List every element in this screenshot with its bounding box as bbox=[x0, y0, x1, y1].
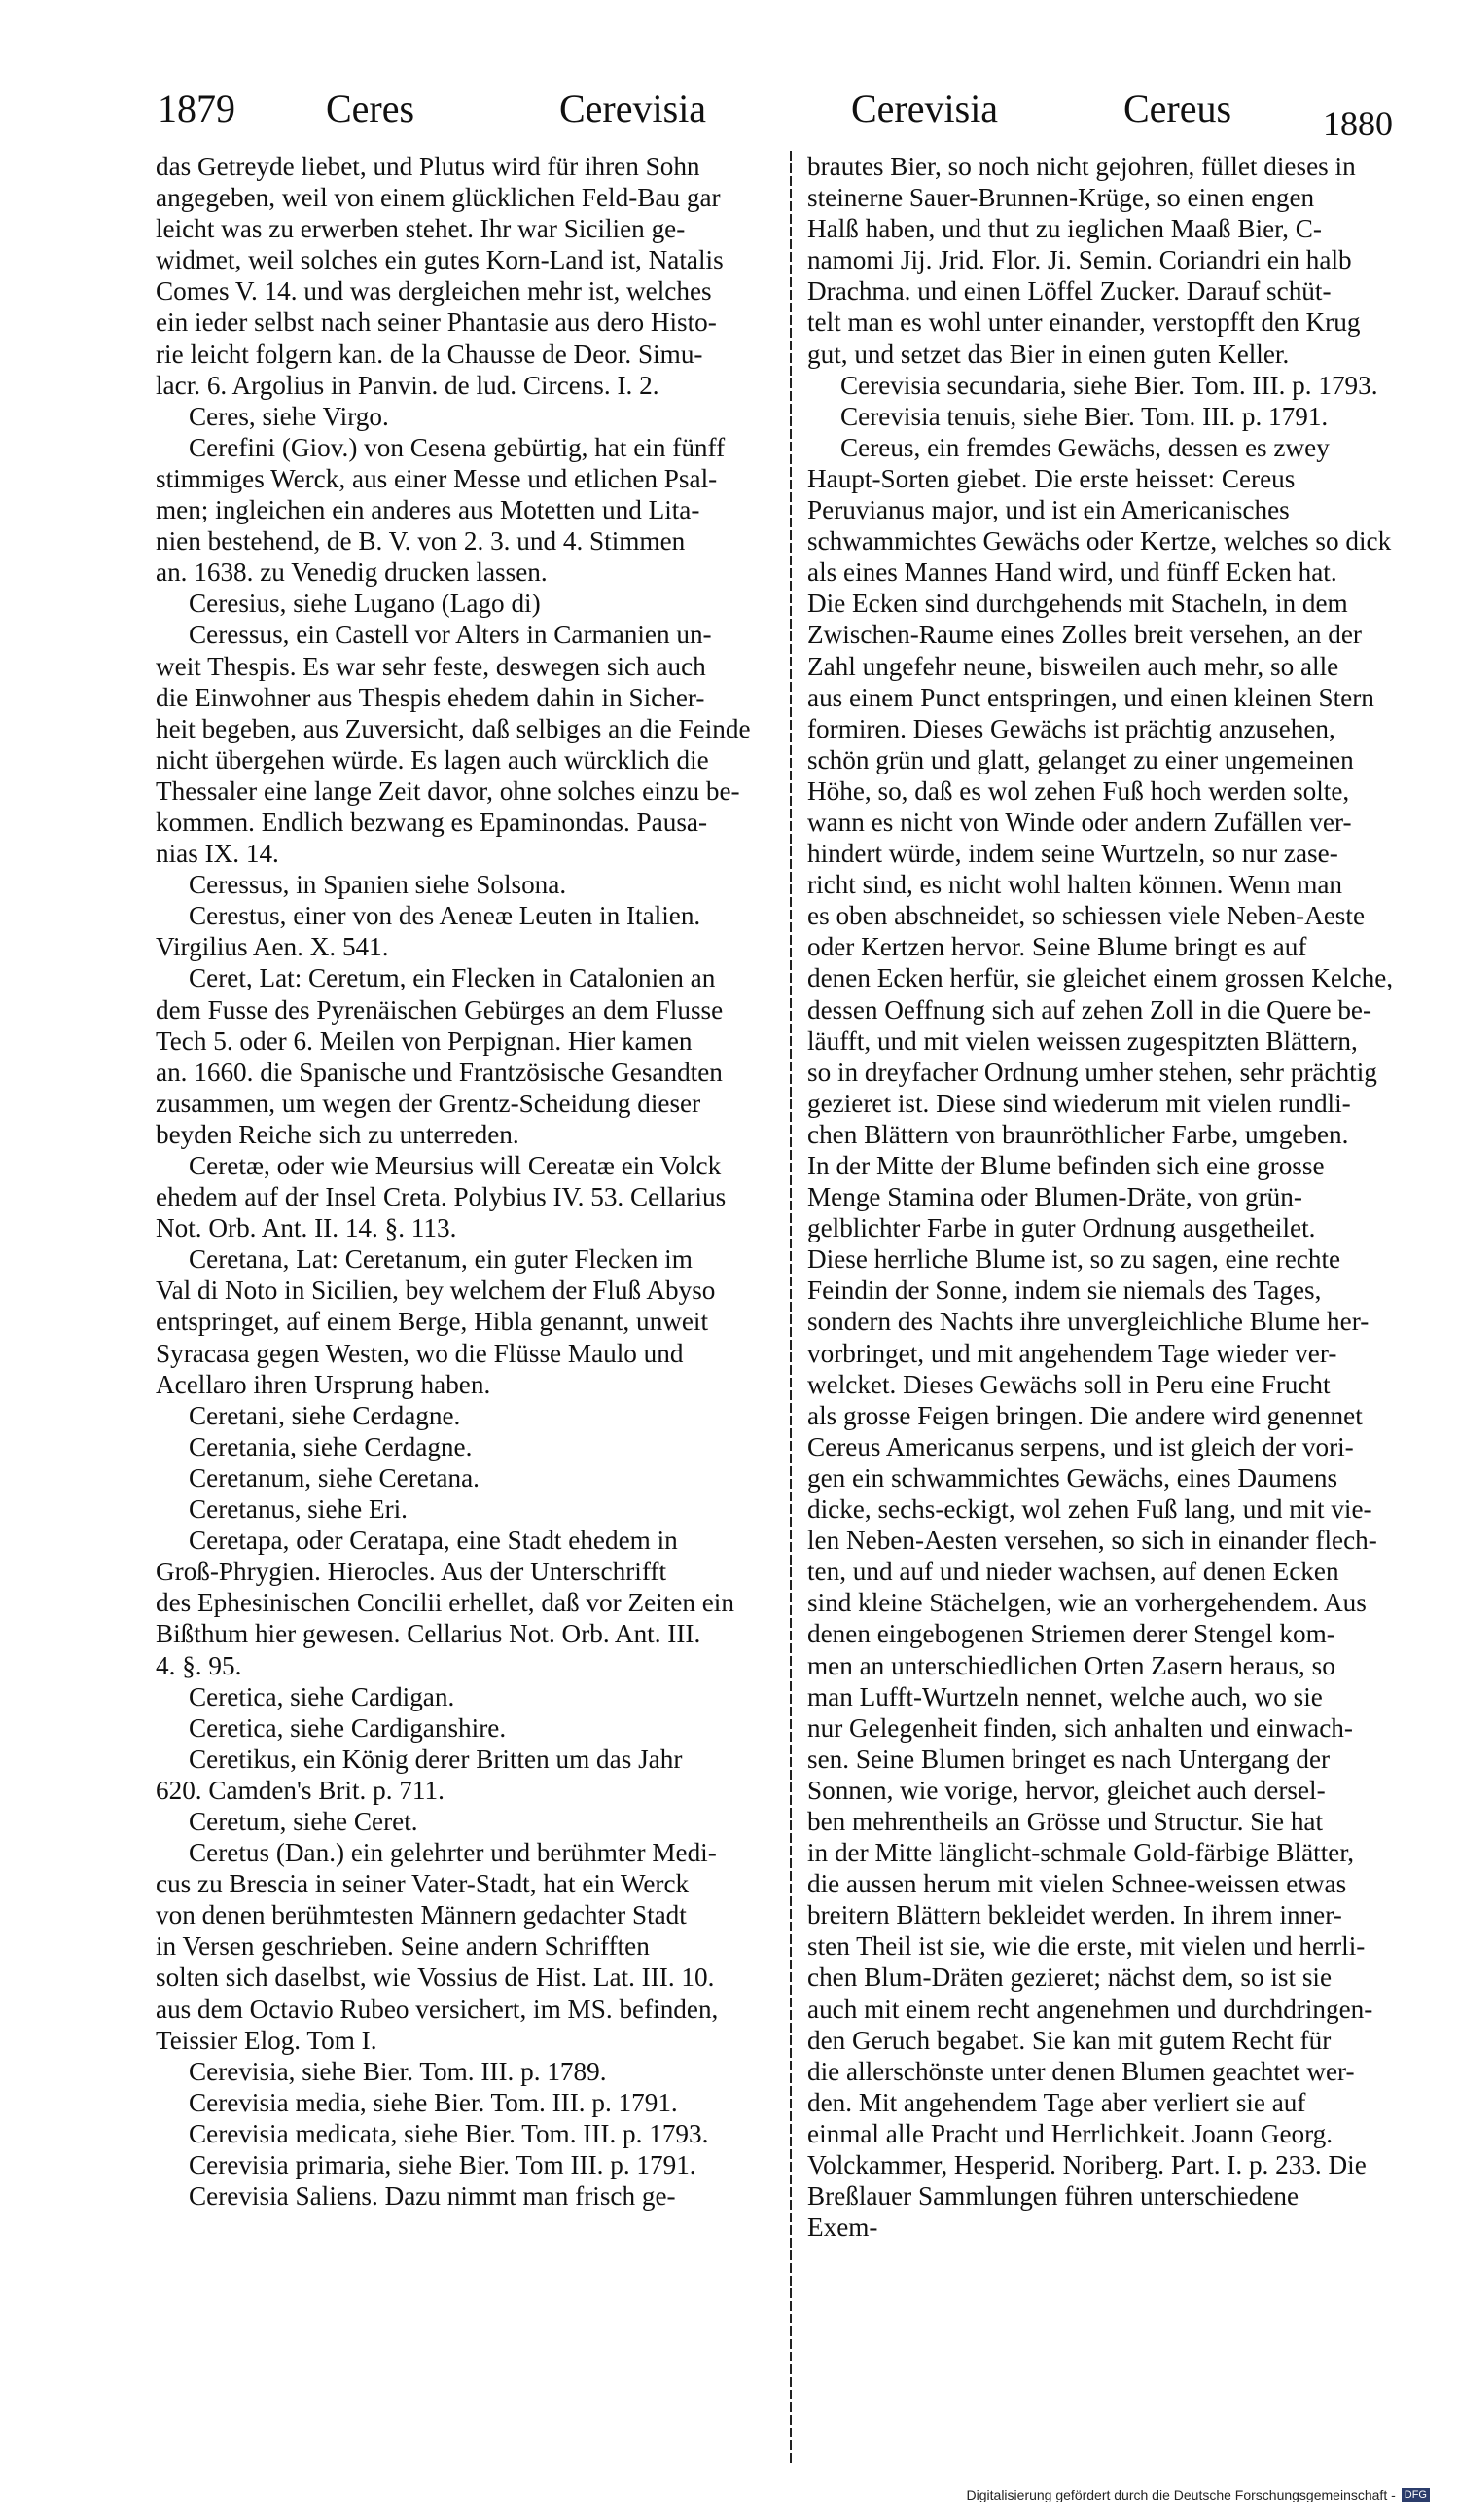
right-column-line: men an unterschiedlichen Orten Zasern heraus, so bbox=[807, 1650, 1335, 1680]
left-column-line: an. 1638. zu Venedig drucken lassen. bbox=[156, 558, 548, 588]
left-column-line: Ceres, siehe Virgo. bbox=[189, 401, 389, 431]
left-column-line: kommen. Endlich bezwang es Epaminondas. Pausa- bbox=[156, 807, 708, 837]
right-column-line: Peruvianus major, und ist ein Americanisches bbox=[807, 495, 1290, 525]
left-column-line: Cerevisia media, siehe Bier. Tom. III. p. 1791. bbox=[189, 2087, 678, 2117]
left-column-line: nicht übergehen würde. Es lagen auch würcklich die bbox=[156, 744, 709, 774]
left-column-line: das Getreyde liebet, und Plutus wird für ihren Sohn bbox=[156, 152, 700, 181]
left-column-line: aus dem Octavio Rubeo versichert, im MS. befinden, bbox=[156, 1994, 719, 2024]
left-column-line: Ceretana, Lat: Ceretanum, ein guter Flecken im bbox=[189, 1244, 693, 1275]
right-column-line: als eines Mannes Hand wird, und fünff Ecken hat. bbox=[807, 558, 1337, 588]
left-column-line: Cerefini (Giov.) von Cesena gebürtig, hat ein fünff bbox=[189, 432, 726, 462]
right-column-line: gezieret ist. Diese sind wiederum mit vielen rundli- bbox=[807, 1088, 1351, 1118]
right-column-line: ben mehrentheils an Grösse und Structur. Sie hat bbox=[807, 1806, 1324, 1836]
left-column-line: Ceretanum, siehe Ceretana. bbox=[189, 1462, 480, 1493]
left-column-line: Ceressus, ein Castell vor Alters in Carmanien un- bbox=[189, 620, 712, 650]
left-column-line: Cerestus, einer von des Aeneæ Leuten in Italien. bbox=[189, 901, 701, 931]
right-column-line: Menge Stamina oder Blumen-Dräte, von grün- bbox=[807, 1182, 1302, 1212]
right-column-line: namomi Jij. Jrid. Flor. Ji. Semin. Coriandri ein halb bbox=[807, 245, 1352, 275]
left-column-line: zusammen, um wegen der Grentz-Scheidung dieser bbox=[156, 1088, 701, 1118]
right-column-line: Cereus Americanus serpens, und ist gleich der vori- bbox=[807, 1431, 1354, 1461]
right-column-line: die allerschönste unter denen Blumen geachtet wer- bbox=[807, 2056, 1355, 2086]
left-column-line: cus zu Brescia in seiner Vater-Stadt, hat ein Werck bbox=[156, 1869, 690, 1899]
right-column-line: läufft, und mit vielen weissen zugespitzten Blättern, bbox=[807, 1026, 1358, 1056]
left-column-line: men; ingleichen ein anderes aus Motetten und Lita- bbox=[156, 495, 700, 525]
left-column-line: Ceretania, siehe Cerdagne. bbox=[189, 1431, 473, 1461]
header-term-cereus: Cereus bbox=[1123, 87, 1232, 130]
right-column-line: schön grün und glatt, gelanget zu einer ungemeinen bbox=[807, 744, 1354, 774]
left-column-line: Tech 5. oder 6. Meilen von Perpignan. Hier kamen bbox=[156, 1026, 693, 1056]
left-column-line: Ceretus (Dan.) ein gelehrter und berühmter Medi- bbox=[189, 1838, 717, 1868]
left-column-line: Ceretanus, siehe Eri. bbox=[189, 1494, 408, 1525]
left-column-line: leicht was zu erwerben stehet. Ihr war Sicilien ge- bbox=[156, 214, 686, 244]
left-column-line: ehedem auf der Insel Creta. Polybius IV. 53. Cellarius bbox=[156, 1182, 727, 1212]
right-column-line: Zwischen-Raume eines Zolles breit versehen, an der bbox=[807, 620, 1362, 650]
left-column-line: die Einwohner aus Thespis ehedem dahin in Sicher- bbox=[156, 682, 705, 712]
right-column-line: richt sind, es nicht wohl halten können. Wenn man bbox=[807, 870, 1343, 900]
left-column-line: solten sich daselbst, wie Vossius de Hist. Lat. III. 10. bbox=[156, 1962, 715, 1993]
funding-note: Digitalisierung gefördert durch die Deutsche Forschungsgemeinschaft - bbox=[966, 2487, 1396, 2502]
right-column-line: vorbringet, und mit angehendem Tage wieder ver- bbox=[807, 1338, 1337, 1368]
left-column-line: lacr. 6. Argolius in Panvin. de lud. Circens. I. 2. bbox=[156, 370, 659, 400]
right-column-line: sondern des Nachts ihre unvergleichliche Blume her- bbox=[807, 1307, 1370, 1337]
left-column-line: stimmiges Werck, aus einer Messe und etlichen Psal- bbox=[156, 463, 718, 493]
right-column-line: breitern Blättern bekleidet werden. In ihrem inner- bbox=[807, 1900, 1342, 1930]
right-column-line: Sonnen, wie vorige, hervor, gleichet auch dersel- bbox=[807, 1775, 1326, 1805]
right-column-line: so in dreyfacher Ordnung umher stehen, sehr prächtig bbox=[807, 1057, 1377, 1087]
right-column-line: Diese herrliche Blume ist, so zu sagen, eine rechte bbox=[807, 1244, 1341, 1275]
right-column-line: sten Theil ist sie, wie die erste, mit vielen und herrli- bbox=[807, 1931, 1366, 1962]
right-column-line: Cereus, ein fremdes Gewächs, dessen es zwey bbox=[840, 432, 1330, 462]
right-column-line: Exem- bbox=[807, 2213, 878, 2243]
left-column-line: entspringet, auf einem Berge, Hibla genannt, unweit bbox=[156, 1307, 709, 1337]
left-column-line: Ceretica, siehe Cardigan. bbox=[189, 1681, 455, 1711]
left-column-line: Teissier Elog. Tom I. bbox=[156, 2025, 377, 2055]
left-column-line: angegeben, weil von einem glücklichen Feld-Bau gar bbox=[156, 183, 721, 213]
right-column-line: oder Kertzen hervor. Seine Blume bringt es auf bbox=[807, 932, 1307, 962]
right-column-line: es oben abschneidet, so schiessen viele Neben-Aeste bbox=[807, 901, 1366, 931]
left-column-line: beyden Reiche sich zu unterreden. bbox=[156, 1119, 519, 1149]
right-column-line: Volckammer, Hesperid. Noriberg. Part. I. p. 233. Die bbox=[807, 2150, 1367, 2179]
right-column-line: chen Blum-Dräten gezieret; nächst dem, so ist sie bbox=[807, 1962, 1333, 1993]
left-column-line: Syracasa gegen Westen, wo die Flüsse Maulo und bbox=[156, 1338, 684, 1368]
right-column-line: sind kleine Stächelgen, wie an vorhergehendem. Aus bbox=[807, 1588, 1367, 1618]
right-column-line: Drachma. und einen Löffel Zucker. Darauf schüt- bbox=[807, 276, 1332, 306]
left-column-line: an. 1660. die Spanische und Frantzösische Gesandten bbox=[156, 1057, 723, 1087]
right-column-line: hindert würde, indem seine Wurtzeln, so nur zase- bbox=[807, 839, 1338, 869]
page-footer bbox=[967, 2487, 1430, 2502]
right-column-line: brautes Bier, so noch nicht gejohren, füllet dieses in bbox=[807, 152, 1356, 181]
header-term-cerevisia-right: Cerevisia bbox=[851, 87, 999, 130]
left-column-line: nien bestehend, de B. V. von 2. 3. und 4. Stimmen bbox=[156, 526, 686, 557]
left-column-line: Cerevisia Saliens. Dazu nimmt man frisch ge- bbox=[189, 2181, 676, 2212]
right-column-line: Zahl ungefehr neune, bisweilen auch mehr, so alle bbox=[807, 651, 1339, 681]
right-column-line: gen ein schwammichtes Gewächs, eines Daumens bbox=[807, 1462, 1338, 1493]
right-column-line: dessen Oeffnung sich auf zehen Zoll in die Quere be- bbox=[807, 994, 1372, 1025]
left-column-line: Ceretapa, oder Ceratapa, eine Stadt ehedem in bbox=[189, 1526, 678, 1556]
left-column-line: des Ephesinischen Concilii erhellet, daß vor Zeiten ein bbox=[156, 1588, 734, 1618]
left-column-line: Ceretum, siehe Ceret. bbox=[189, 1806, 418, 1836]
right-column-line: Halß haben, und thut zu ieglichen Maaß Bier, C- bbox=[807, 214, 1322, 244]
right-column-line: denen eingebogenen Striemen derer Stengel kom- bbox=[807, 1619, 1335, 1649]
right-column-line: formiren. Dieses Gewächs ist prächtig anzusehen, bbox=[807, 713, 1335, 743]
left-column-line: Ceretica, siehe Cardiganshire. bbox=[189, 1712, 507, 1743]
left-column-line: 4. §. 95. bbox=[156, 1650, 242, 1680]
left-column-line: Cerevisia medicata, siehe Bier. Tom. III. p. 1793. bbox=[189, 2118, 709, 2148]
right-column-line: Cerevisia secundaria, siehe Bier. Tom. III. p. 1793. bbox=[840, 370, 1378, 400]
dfg-logo: DFG bbox=[1402, 2488, 1430, 2502]
right-column-line: den Geruch begabet. Sie kan mit gutem Recht für bbox=[807, 2025, 1332, 2055]
right-column-line: ten, und auf und nieder wachsen, auf denen Ecken bbox=[807, 1557, 1339, 1587]
right-column-line: steinerne Sauer-Brunnen-Krüge, so einen engen bbox=[807, 183, 1315, 213]
left-column-line: nias IX. 14. bbox=[156, 839, 279, 869]
left-column-line: weit Thespis. Es war sehr feste, deswegen sich auch bbox=[156, 651, 706, 681]
column-divider bbox=[790, 151, 792, 2466]
right-column-line: Feindin der Sonne, indem sie niemals des Tages, bbox=[807, 1276, 1322, 1306]
right-column-line: denen Ecken herfür, sie gleichet einem grossen Kelche, bbox=[807, 963, 1394, 993]
right-column-line: die aussen herum mit vielen Schnee-weissen etwas bbox=[807, 1869, 1347, 1899]
right-column-line: welcket. Dieses Gewächs soll in Peru eine Frucht bbox=[807, 1369, 1331, 1399]
right-column-line: Höhe, so, daß es wol zehen Fuß hoch werden solte, bbox=[807, 775, 1350, 806]
left-column-line: Acellaro ihren Ursprung haben. bbox=[156, 1369, 491, 1399]
left-column-line: rie leicht folgern kan. de la Chausse de Deor. Simu- bbox=[156, 339, 703, 369]
right-column-line: In der Mitte der Blume befinden sich eine grosse bbox=[807, 1151, 1325, 1180]
right-column-line: Haupt-Sorten giebet. Die erste heisset: Cereus bbox=[807, 463, 1296, 493]
right-column-line: dicke, sechs-eckigt, wol zehen Fuß lang, und mit vie- bbox=[807, 1494, 1372, 1525]
page-header bbox=[146, 86, 1420, 144]
right-column-line: Cerevisia tenuis, siehe Bier. Tom. III. p. 1791. bbox=[840, 401, 1329, 431]
left-column-line: Ceret, Lat: Ceretum, ein Flecken in Catalonien an bbox=[189, 963, 716, 993]
right-column-line: man Lufft-Wurtzeln nennet, welche auch, wo sie bbox=[807, 1681, 1323, 1711]
left-column-line: Ceressus, in Spanien siehe Solsona. bbox=[189, 870, 567, 900]
right-column-line: aus einem Punct entspringen, und einen kleinen Stern bbox=[807, 682, 1374, 712]
right-column-line: einmal alle Pracht und Herrlichkeit. Joann Georg. bbox=[807, 2118, 1334, 2148]
left-column-line: Groß-Phrygien. Hierocles. Aus der Unterschrifft bbox=[156, 1557, 666, 1587]
left-column-line: ein ieder selbst nach seiner Phantasie aus dero Histo- bbox=[156, 307, 717, 338]
right-column-line: gut, und setzet das Bier in einen guten Keller. bbox=[807, 339, 1290, 369]
right-column-line: gelblichter Farbe in guter Ordnung ausgetheilet. bbox=[807, 1213, 1316, 1243]
page-number-left: 1879 bbox=[158, 87, 235, 130]
right-column-line: chen Blättern von braunröthlicher Farbe, umgeben. bbox=[807, 1119, 1349, 1149]
right-column-line: als grosse Feigen bringen. Die andere wird genennet bbox=[807, 1400, 1363, 1430]
right-column-line: schwammichtes Gewächs oder Kertze, welches so dick bbox=[807, 526, 1392, 557]
right-column-line: telt man es wohl unter einander, verstopfft den Krug bbox=[807, 307, 1361, 338]
left-column bbox=[156, 151, 778, 2212]
left-column-line: Ceretikus, ein König derer Britten um das Jahr bbox=[189, 1744, 683, 1774]
right-column-line: nur Gelegenheit finden, sich anhalten und einwach- bbox=[807, 1712, 1353, 1743]
right-column-line: auch mit einem recht angenehmen und durchdringen- bbox=[807, 1994, 1373, 2024]
left-column-line: Ceretani, siehe Cerdagne. bbox=[189, 1400, 461, 1430]
left-column-line: 620. Camden's Brit. p. 711. bbox=[156, 1775, 445, 1805]
left-column-line: heit begeben, aus Zuversicht, daß selbiges an die Feinde bbox=[156, 713, 751, 743]
left-column-line: Ceresius, siehe Lugano (Lago di) bbox=[189, 589, 541, 619]
left-column-line: widmet, weil solches ein gutes Korn-Land ist, Natalis bbox=[156, 245, 724, 275]
left-column-line: Bißthum hier gewesen. Cellarius Not. Orb. Ant. III. bbox=[156, 1619, 701, 1649]
right-column-line: in der Mitte länglicht-schmale Gold-färbige Blätter, bbox=[807, 1838, 1355, 1868]
right-column bbox=[807, 151, 1430, 2243]
left-column-line: Ceretæ, oder wie Meursius will Cereatæ ein Volck bbox=[189, 1151, 722, 1180]
right-column-line: den. Mit angehendem Tage aber verliert sie auf bbox=[807, 2087, 1306, 2117]
header-term-cerevisia-left: Cerevisia bbox=[559, 87, 707, 130]
left-column-line: Comes V. 14. und was dergleichen mehr ist, welches bbox=[156, 276, 712, 306]
left-column-line: Cerevisia, siehe Bier. Tom. III. p. 1789. bbox=[189, 2056, 607, 2086]
left-column-line: dem Fusse des Pyrenäischen Gebürges an dem Flusse bbox=[156, 994, 724, 1025]
left-column-line: Virgilius Aen. X. 541. bbox=[156, 932, 389, 962]
right-column-line: Die Ecken sind durchgehends mit Stacheln, in dem bbox=[807, 589, 1348, 619]
left-column-line: in Versen geschrieben. Seine andern Schrifften bbox=[156, 1931, 650, 1962]
right-column-line: sen. Seine Blumen bringet es nach Untergang der bbox=[807, 1744, 1331, 1774]
right-column-line: Breßlauer Sammlungen führen unterschiedene bbox=[807, 2181, 1299, 2212]
left-column-line: Cerevisia primaria, siehe Bier. Tom III. p. 1791. bbox=[189, 2150, 696, 2179]
right-column-line: len Neben-Aesten versehen, so sich in einander flech- bbox=[807, 1526, 1377, 1556]
page-number-right: 1880 bbox=[1323, 104, 1393, 143]
left-column-line: Val di Noto in Sicilien, bey welchem der Fluß Abyso bbox=[156, 1276, 716, 1306]
right-column-line: wann es nicht von Winde oder andern Zufällen ver- bbox=[807, 807, 1352, 837]
header-term-ceres: Ceres bbox=[326, 87, 415, 130]
left-column-line: Not. Orb. Ant. II. 14. §. 113. bbox=[156, 1213, 457, 1243]
left-column-line: Thessaler eine lange Zeit davor, ohne solches einzu be- bbox=[156, 775, 740, 806]
left-column-line: von denen berühmtesten Männern gedachter Stadt bbox=[156, 1900, 687, 1930]
